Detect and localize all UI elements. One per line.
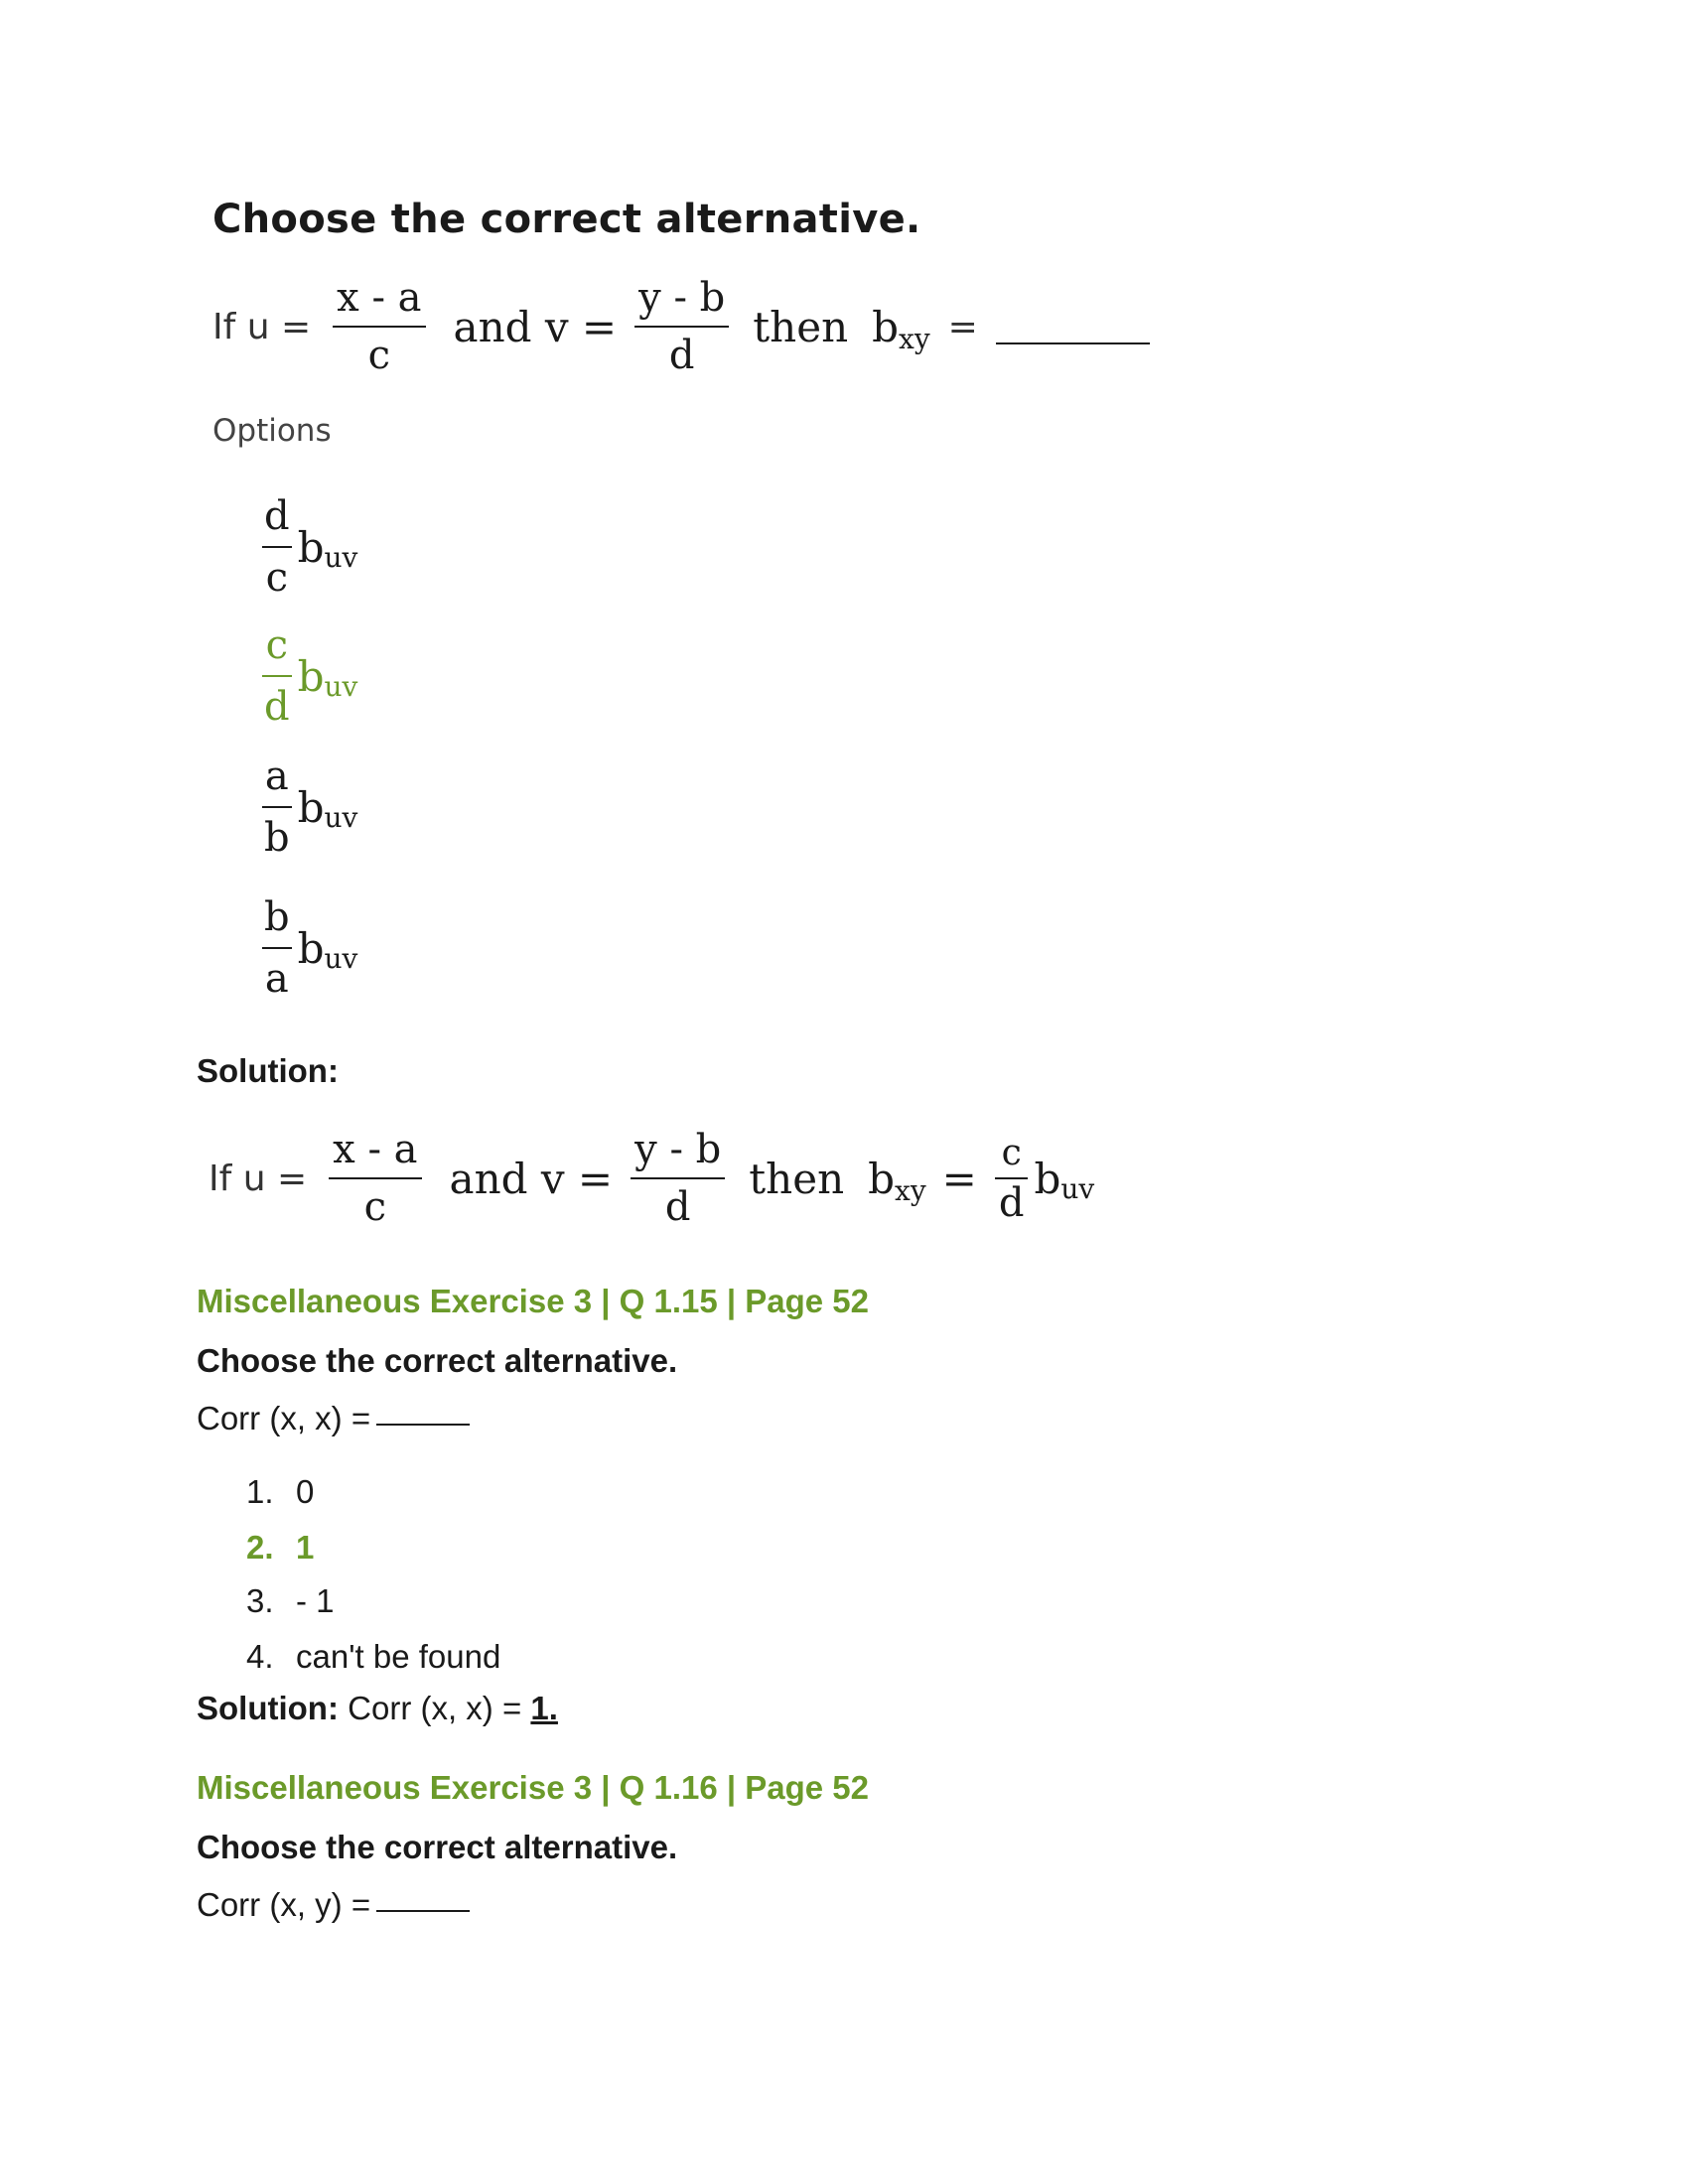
question-heading: Choose the correct alternative. bbox=[197, 1342, 678, 1379]
option-b: b bbox=[297, 782, 325, 832]
solution-equation bbox=[209, 1122, 1094, 1235]
option-text: 0 bbox=[296, 1473, 315, 1510]
option-fraction bbox=[262, 486, 292, 608]
option-text: 1 bbox=[296, 1529, 315, 1566]
solution-label: Solution: bbox=[197, 1690, 339, 1726]
option-numerator: d bbox=[264, 493, 290, 539]
option-denominator: c bbox=[265, 555, 288, 601]
u-numerator: x - a bbox=[337, 275, 422, 321]
result-denominator: d bbox=[998, 1180, 1025, 1226]
option-fraction bbox=[262, 887, 292, 1009]
option-fraction bbox=[262, 615, 292, 737]
answer-blank bbox=[996, 341, 1150, 344]
question-heading: Choose the correct alternative. bbox=[212, 197, 921, 242]
option-text: - 1 bbox=[296, 1582, 335, 1619]
v-fraction bbox=[631, 1122, 725, 1235]
option-numerator: c bbox=[265, 622, 288, 668]
list-item[interactable] bbox=[246, 1582, 335, 1620]
v-numerator: y - b bbox=[634, 1127, 722, 1172]
section-heading[interactable]: Miscellaneous Exercise 3 | Q 1.15 | Page 52 bbox=[197, 1283, 870, 1319]
v-denominator: d bbox=[664, 1184, 691, 1230]
option-number: 2. bbox=[246, 1529, 274, 1566]
b-subscript: xy bbox=[899, 322, 930, 355]
result-subscript: uv bbox=[1060, 1171, 1095, 1205]
v-denominator: d bbox=[668, 333, 695, 378]
question-text bbox=[197, 1400, 470, 1437]
then-text: then bbox=[749, 1154, 845, 1203]
option-subscript: uv bbox=[324, 669, 358, 703]
option-denominator: b bbox=[264, 815, 290, 861]
if-u-text: If u = bbox=[212, 306, 312, 347]
v-fraction bbox=[634, 270, 729, 383]
solution-line bbox=[197, 1690, 558, 1727]
option-b: b bbox=[297, 923, 325, 973]
result-fraction bbox=[995, 1130, 1029, 1227]
if-u-text: If u = bbox=[209, 1158, 308, 1199]
question-text bbox=[197, 1886, 470, 1924]
question-expression: Corr (x, y) = bbox=[197, 1886, 371, 1923]
option-subscript: uv bbox=[324, 800, 358, 834]
solution-text: Corr (x, x) = bbox=[348, 1690, 522, 1726]
solution-answer: 1. bbox=[530, 1690, 558, 1726]
equals-sign: = bbox=[947, 306, 978, 347]
v-numerator: y - b bbox=[638, 275, 726, 321]
answer-blank bbox=[376, 1908, 470, 1912]
option-b: b bbox=[297, 522, 325, 572]
result-numerator: c bbox=[1001, 1133, 1022, 1173]
option-text: can't be found bbox=[296, 1638, 501, 1675]
option-subscript: uv bbox=[324, 540, 358, 574]
and-v-text: and v = bbox=[449, 1154, 614, 1203]
b-subscript: xy bbox=[895, 1173, 926, 1207]
list-item[interactable] bbox=[246, 1473, 314, 1511]
option-4[interactable] bbox=[256, 887, 357, 1009]
option-denominator: d bbox=[264, 684, 290, 730]
section-heading[interactable]: Miscellaneous Exercise 3 | Q 1.16 | Page 52 bbox=[197, 1769, 870, 1806]
b-symbol: b bbox=[872, 302, 900, 351]
question-expression: Corr (x, x) = bbox=[197, 1400, 371, 1436]
option-number: 3. bbox=[246, 1582, 274, 1619]
option-numerator: a bbox=[264, 753, 289, 799]
question-heading: Choose the correct alternative. bbox=[197, 1829, 678, 1865]
option-2-correct[interactable] bbox=[256, 615, 357, 737]
u-denominator: c bbox=[367, 333, 391, 378]
option-subscript: uv bbox=[324, 941, 358, 975]
option-numerator: b bbox=[264, 894, 290, 940]
u-numerator: x - a bbox=[333, 1127, 418, 1172]
list-item[interactable] bbox=[246, 1638, 500, 1676]
u-fraction bbox=[329, 1122, 421, 1235]
then-text: then bbox=[753, 302, 849, 351]
options-label: Options bbox=[212, 413, 332, 449]
and-v-text: and v = bbox=[453, 302, 618, 351]
option-fraction bbox=[262, 747, 292, 868]
option-number: 1. bbox=[246, 1473, 274, 1510]
question-equation bbox=[212, 270, 1150, 383]
answer-blank bbox=[376, 1422, 470, 1426]
option-3[interactable] bbox=[256, 747, 357, 868]
list-item-correct[interactable] bbox=[246, 1529, 314, 1567]
option-denominator: a bbox=[264, 956, 289, 1002]
u-denominator: c bbox=[363, 1184, 387, 1230]
u-fraction bbox=[333, 270, 425, 383]
equals-sign: = bbox=[941, 1154, 977, 1203]
option-1[interactable] bbox=[256, 486, 357, 608]
b-symbol: b bbox=[868, 1154, 896, 1203]
option-b: b bbox=[297, 651, 325, 701]
option-number: 4. bbox=[246, 1638, 274, 1675]
solution-label: Solution: bbox=[197, 1052, 339, 1089]
result-b: b bbox=[1034, 1154, 1061, 1203]
